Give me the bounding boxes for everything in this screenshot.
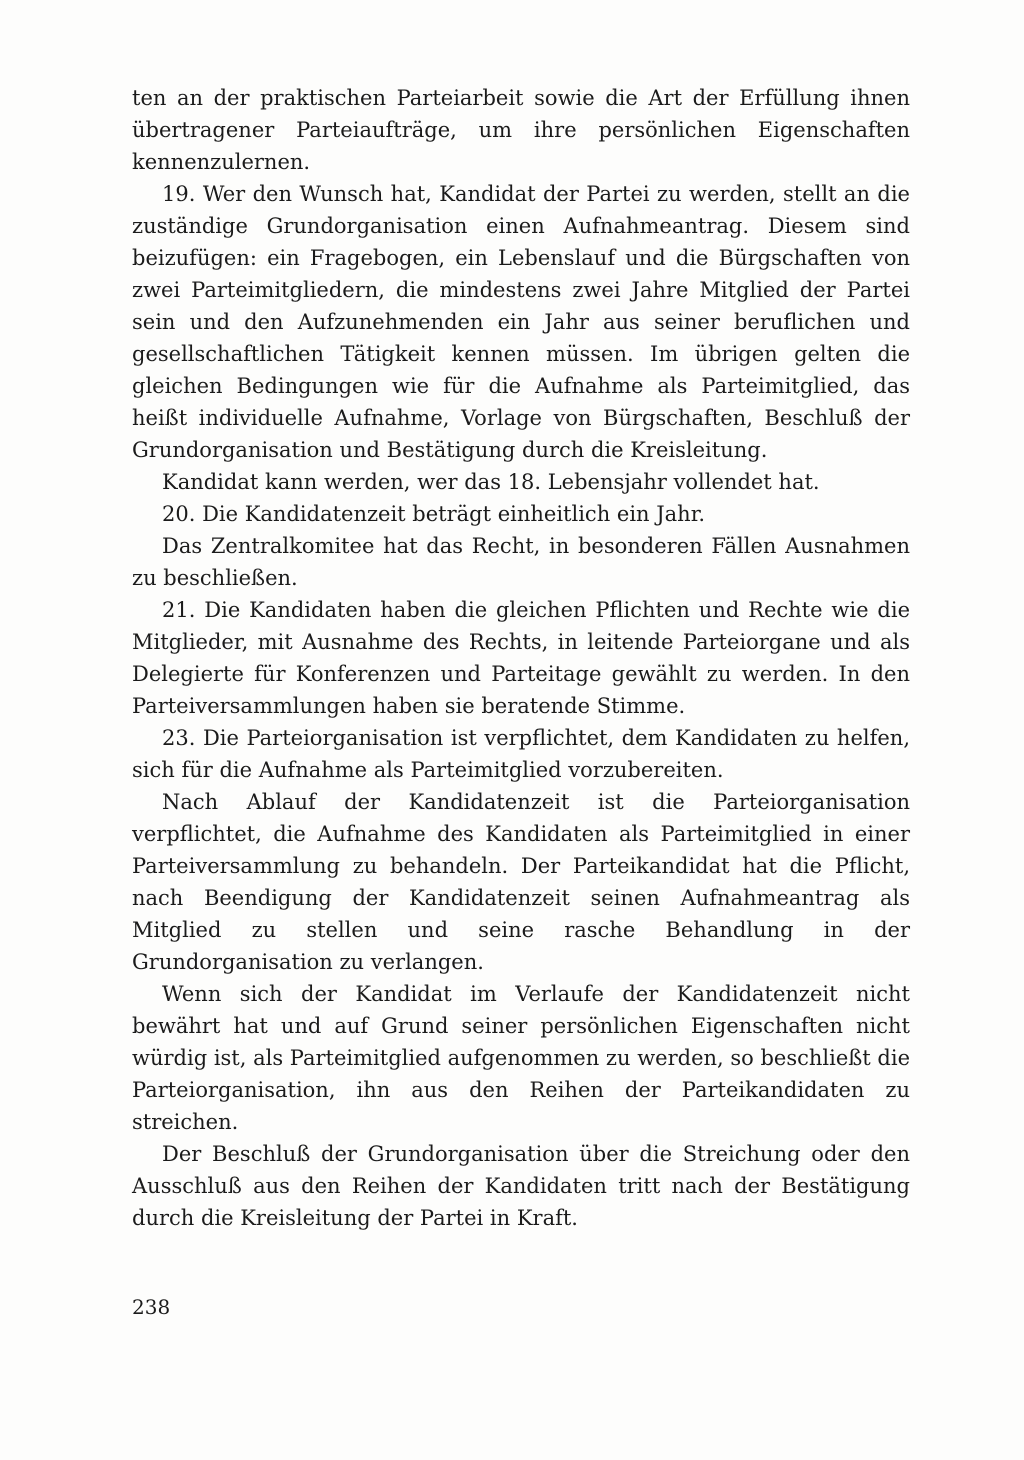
paragraph-confirmation: Der Beschluß der Grundorganisation über die Streichung oder den Ausschluß aus den Reihen der Kandidaten tritt nach der Bestätigung durch die Kreisleitung der Partei in Kraft.	[132, 1142, 910, 1230]
paragraph-continuation: ten an der praktischen Parteiarbeit sowie die Art der Erfüllung ihnen übertragener Parteiaufträge, um ihre persönlichen Eigenschaften kennenzulernen.	[132, 86, 910, 174]
paragraph-exceptions: Das Zentralkomitee hat das Recht, in besonderen Fällen Ausnahmen zu beschließen.	[132, 534, 910, 590]
paragraph-age-requirement: Kandidat kann werden, wer das 18. Lebensjahr vollendet hat.	[162, 470, 820, 494]
paragraph-section-21: 21. Die Kandidaten haben die gleichen Pflichten und Rechte wie die Mitglieder, mit Ausnahme des Rechts, in leitende Parteiorgane und als Delegierte für Konferenzen und Parteitage gewählt zu werden. In den Parteiversammlungen haben sie beratende Stimme.	[132, 598, 910, 718]
page-number: 238	[132, 1295, 171, 1319]
paragraph-section-20: 20. Die Kandidatenzeit beträgt einheitlich ein Jahr.	[162, 502, 706, 526]
paragraph-section-23: 23. Die Parteiorganisation ist verpflichtet, dem Kandidaten zu helfen, sich für die Aufnahme als Parteimitglied vorzubereiten.	[132, 726, 910, 782]
body-text	[132, 82, 910, 1234]
paragraph-removal: Wenn sich der Kandidat im Verlaufe der Kandidatenzeit nicht bewährt hat und auf Grund seiner persönlichen Eigenschaften nicht würdig ist, als Parteimitglied aufgenommen zu werden, so beschließt die Parteiorganisation, ihn aus den Reihen der Parteikandidaten zu streichen.	[132, 982, 910, 1134]
paragraph-after-candidacy: Nach Ablauf der Kandidatenzeit ist die Parteiorganisation verpflichtet, die Aufnahme des Kandidaten als Parteimitglied in einer Parteiversammlung zu behandeln. Der Parteikandidat hat die Pflicht, nach Beendigung der Kandidatenzeit seinen Aufnahmeantrag als Mitglied zu stellen und seine rasche Behandlung in der Grundorganisation zu verlangen.	[132, 790, 910, 974]
paragraph-section-19: 19. Wer den Wunsch hat, Kandidat der Partei zu werden, stellt an die zuständige Grundorganisation einen Aufnahmeantrag. Diesem sind beizufügen: ein Fragebogen, ein Lebenslauf und die Bürgschaften von zwei Parteimitgliedern, die mindestens zwei Jahre Mitglied der Partei sein und den Aufzunehmenden ein Jahr aus seiner beruflichen und gesellschaftlichen Tätigkeit kennen müssen. Im übrigen gelten die gleichen Bedingungen wie für die Aufnahme als Parteimitglied, das heißt individuelle Aufnahme, Vorlage von Bürgschaften, Beschluß der Grundorganisation und Bestätigung durch die Kreisleitung.	[132, 182, 910, 462]
